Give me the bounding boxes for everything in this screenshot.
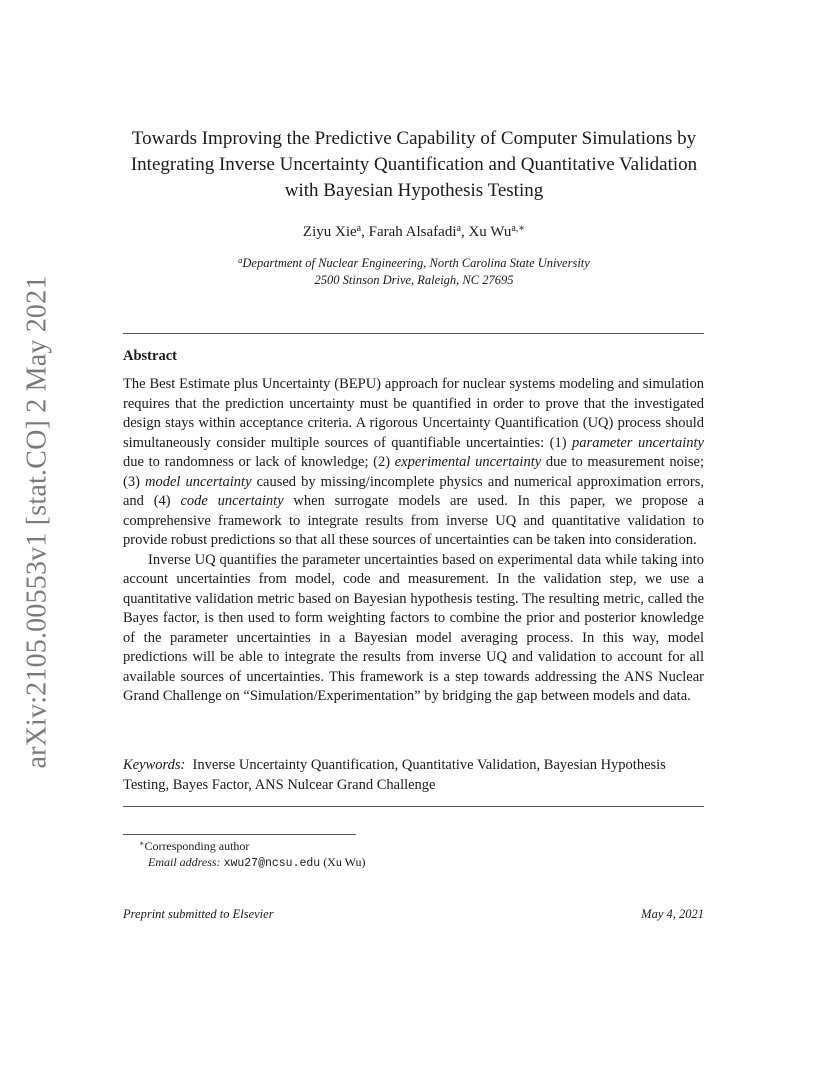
title-line: with Bayesian Hypothesis Testing	[284, 180, 544, 201]
abstract-emphasis: code uncertainty	[180, 493, 284, 509]
keywords	[123, 756, 704, 795]
affiliation-department: Department of Nuclear Engineering, North Carolina State University	[242, 256, 590, 270]
affiliation-mark: a	[238, 255, 243, 265]
preprint-note: Preprint submitted to Elsevier	[123, 907, 274, 921]
abstract-text: due to randomness or lack of knowledge; (2)	[123, 454, 395, 470]
abstract-body	[123, 375, 704, 707]
footnote-corresponding-text: Corresponding author	[144, 839, 250, 853]
keywords-label: Keywords:	[123, 757, 186, 773]
abstract-heading: Abstract	[123, 348, 177, 364]
abstract-text: caused by missing/incomplete physics and numerical approximation errors, and (4)	[123, 473, 704, 509]
footnote-divider	[123, 834, 356, 835]
paper-title	[110, 126, 718, 204]
footnote-corresponding	[139, 838, 699, 854]
email-address-link[interactable]: xwu27@ncsu.edu	[223, 857, 321, 870]
abstract-emphasis: parameter uncertainty	[572, 434, 704, 451]
author-separator: ,	[460, 224, 469, 240]
author-affiliation-mark: a,∗	[511, 223, 526, 234]
email-owner: (Xu Wu)	[323, 855, 366, 869]
author-separator: ,	[361, 224, 369, 240]
author-name: Xu Wu	[468, 224, 512, 240]
author-affiliation-mark: a	[356, 223, 362, 234]
abstract-text: due to measurement noise; (3)	[123, 454, 705, 490]
affiliation-address: 2500 Stinson Drive, Raleigh, NC 27695	[314, 273, 514, 287]
abstract-paragraph	[123, 375, 704, 551]
author-affiliation-mark: a	[456, 223, 461, 234]
author-name: Farah Alsafadi	[368, 224, 457, 240]
author-name: Ziyu Xie	[302, 224, 357, 240]
email-label: Email address:	[148, 855, 221, 869]
footnote-email	[148, 854, 708, 872]
title-line: Towards Improving the Predictive Capability of Computer Simulations by	[131, 128, 697, 149]
bottom-divider	[123, 806, 704, 807]
abstract-text: when surrogate models are used. In this paper, we propose a comprehensive framework to integrate results from inverse UQ and quantitative validation to provide robust predictions so that all these sources of uncertainties can be taken into consideration.	[123, 493, 705, 548]
author-list	[110, 222, 718, 242]
abstract-emphasis: experimental uncertainty	[394, 454, 542, 470]
abstract-text: The Best Estimate plus Uncertainty (BEPU) approach for nuclear systems modeling and simulation requires that the prediction uncertainty must be quantified in order to prove that the investigated design stays within acceptance criteria. A rigorous Uncertainty Quantification (UQ) process should simultaneously consider multiple sources of quantifiable uncertainties: (1)	[123, 376, 704, 451]
keywords-list: Inverse Uncertainty Quantification, Quantitative Validation, Bayesian Hypothesis Testing, Bayes Factor, ANS Nulcear Grand Challenge	[123, 757, 666, 793]
arxiv-sidebar	[16, 275, 60, 769]
title-line: Integrating Inverse Uncertainty Quantification and Quantitative Validation	[130, 154, 698, 175]
arxiv-identifier: arXiv:2105.00553v1 [stat.CO] 2 May 2021	[22, 275, 53, 769]
abstract-paragraph: Inverse UQ quantifies the parameter uncertainties based on experimental data while taking into account uncertainties from model, code and measurement. In the validation step, we use a quantitative validation metric based on Bayesian hypothesis testing. The resulting metric, called the Bayes factor, is then used to form weighting factors to combine the prior and posterior knowledge of the parameter uncertainties in a Bayesian model averaging process. In this way, model predictions will be able to integrate the results from inverse UQ and validation to account for all available sources of uncertainties. This framework is a step towards addressing the ANS Nuclear Grand Challenge on “Simulation/Experimentation” by bridging the gap between models and data.	[123, 551, 704, 704]
preprint-date: May 4, 2021	[641, 907, 704, 921]
abstract-emphasis: model uncertainty	[144, 473, 252, 490]
footnote-mark: ∗	[139, 839, 145, 848]
affiliation	[110, 255, 718, 289]
top-divider	[123, 333, 704, 334]
